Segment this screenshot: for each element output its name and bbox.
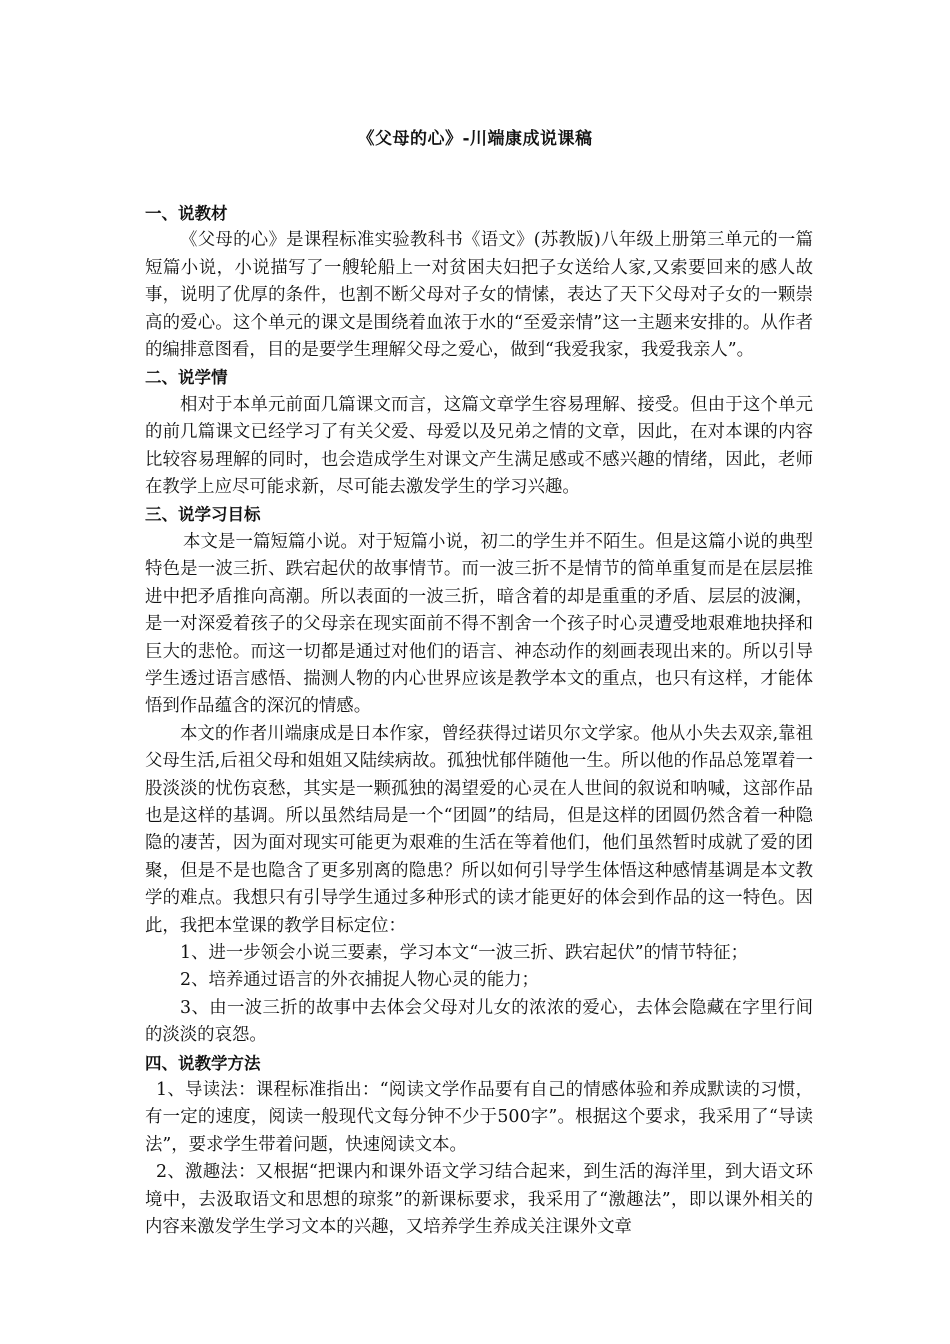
goal-item-2: 2、培养通过语言的外衣捕捉人物心灵的能力； xyxy=(180,970,539,991)
paragraph-students: 相对于本单元前面几篇课文而言，这篇文章学生容易理解、接受。但由于这个单元的前几篇课文已经学习了有关父爱、母爱以及兄弟之情的文章，因此，在对本课的内容比较容易理解的同时，也会造成学生对课文产生满足感或不感兴趣的情绪，因此，老师在教学上应尽可能求新，尽可能去激发学生的学习兴趣。 xyxy=(145,394,813,498)
paragraph-goals-2: 本文的作者川端康成是日本作家，曾经获得过诺贝尔文学家。他从小失去双亲,靠祖父母生活,后祖父母和姐姐又陆续病故。孤独忧郁伴随他一生。所以他的作品总笼罩着一股淡淡的忧伤哀愁，其实是一颗孤独的渴望爱的心灵在人世间的叙说和呐喊，这部作品也是这样的基调。所以虽然结局是一个“团圆”的结局，但是这样的团圆仍然含着一种隐隐的凄苦，因为面对现实可能更为艰难的生活在等着他们，他们虽然暂时成就了爱的团聚，但是不是也隐含了更多别离的隐患？所以如何引导学生体悟这种感情基调是本文教学的难点。我想只有引导学生通过多种形式的读才能更好的体会到作品的这一特色。因此，我把本堂课的教学目标定位： xyxy=(145,723,813,936)
section-heading-methods: 四、说教学方法 xyxy=(145,1053,261,1073)
document-title: 《父母的心》-川端康成说课稿 xyxy=(357,129,593,149)
paragraph-goals-1: 本文是一篇短篇小说。对于短篇小说，初二的学生并不陌生。但是这篇小说的典型特色是一波三折、跌宕起伏的故事情节。而一波三折不是情节的简单重复而是在层层推进中把矛盾推向高潮。所以表面的一波三折，暗含着的却是重重的矛盾、层层的波澜，是一对深爱着孩子的父母亲在现实面前不得不割舍一个孩子时心灵遭受地艰难地抉择和巨大的悲怆。而这一切都是通过对他们的语言、神态动作的刻画表现出来的。所以引导学生透过语言感悟、揣测人物的内心世界应该是教学本文的重点，也只有这样，才能体悟到作品蕴含的深沉的情感。 xyxy=(145,531,813,717)
goal-item-1: 1、进一步领会小说三要素，学习本文“一波三折、跌宕起伏”的情节特征； xyxy=(180,942,748,963)
goal-item-3: 3、由一波三折的故事中去体会父母对儿女的浓浓的爱心，去体会隐藏在字里行间的淡淡的哀怨。 xyxy=(145,997,813,1046)
method-item-2: 2、激趣法：又根据“把课内和课外语文学习结合起来，到生活的海洋里，到大语文环境中，去汲取语文和思想的琼浆”的新课标要求，我采用了“激趣法”，即以课外相关的内容来激发学生学习文本的兴趣，又培养学生养成关注课外文章 xyxy=(145,1162,813,1238)
method-item-1: 1、导读法：课程标准指出：“阅读文学作品要有自己的情感体验和养成默读的习惯，有一定的速度，阅读一般现代文每分钟不少于500字”。根据这个要求，我采用了“导读法”，要求学生带着问题，快速阅读文本。 xyxy=(145,1080,813,1155)
paragraph-textbook: 《父母的心》是课程标准实验教科书《语文》(苏教版)八年级上册第三单元的一篇短篇小说，小说描写了一艘轮船上一对贫困夫妇把子女送给人家,又索要回来的感人故事，说明了优厚的条件，也割不断父母对子女的情愫，表达了天下父母对子女的一颗崇高的爱心。这个单元的课文是围绕着血浓于水的“至爱亲情”这一主题来安排的。从作者的编排意图看，目的是要学生理解父母之爱心，做到“我爱我家，我爱我亲人”。 xyxy=(145,230,813,361)
section-heading-goals: 三、说学习目标 xyxy=(145,505,261,525)
document-body xyxy=(145,200,813,1241)
section-heading-students: 二、说学情 xyxy=(145,368,228,388)
section-heading-textbook: 一、说教材 xyxy=(145,204,228,223)
